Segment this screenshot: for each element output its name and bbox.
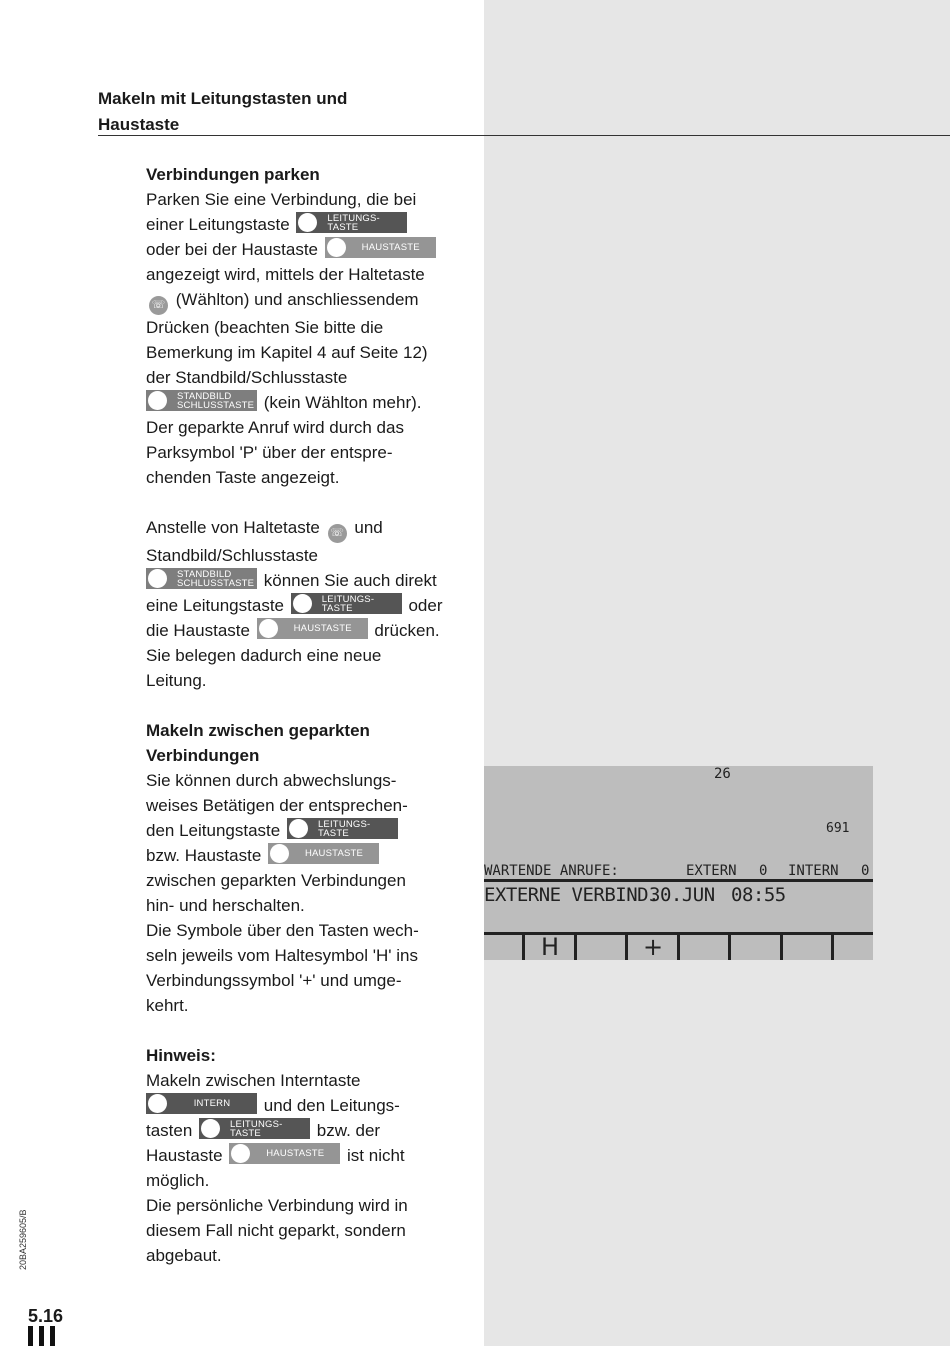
section-title: Makeln mit Leitungstasten und Haustaste xyxy=(98,89,348,134)
heading-verbindungen-parken: Verbindungen parken xyxy=(146,165,320,184)
haustaste-key: HAUSTASTE xyxy=(257,618,368,639)
display-separator xyxy=(484,879,873,882)
display-row-connection: EXTERNE VERBIND. 30.JUN 08:55 xyxy=(484,884,786,906)
display-slot-divider xyxy=(728,935,731,960)
display-number-top: 26 xyxy=(714,766,731,782)
display-slot-divider xyxy=(522,935,525,960)
haltetaste-icon: ☏ xyxy=(149,296,168,315)
leitungstaste-key: LEITUNGS- TASTE xyxy=(291,593,402,614)
phone-display xyxy=(484,766,873,960)
display-slot-divider xyxy=(831,935,834,960)
leitungstaste-key: LEITUNGS- TASTE xyxy=(199,1118,310,1139)
display-slot-divider xyxy=(780,935,783,960)
heading-makeln: Makeln zwischen geparkten xyxy=(146,721,370,740)
body-text: Verbindungen parken Parken Sie eine Verbindung, die bei einer Leitungstaste LEITUNGS- TASTE oder bei der Haustaste HAUSTASTE angezeigt wird, mittels der Haltetaste ☏ (Wählton) und anschliessendem Drücken (beachten Sie bitte die Bemerkung im Kapitel 4 auf Seite 12) der Standbild/Schlusstaste STANDBILD SCHLUSSTASTE (kein Wählton mehr). Der geparkte Anruf wird durch das Parksymbol 'P' über der entspre- chenden Taste angezeigt. Anstelle von Haltetaste ☏ und Standbild/Schlusstaste STANDBILD SCHLUSSTASTE können Sie auch direkt eine Leitungstaste LEITUNGS- TASTE oder die Haustaste HAUSTASTE drücken. Sie belegen dadurch eine neue Leitung. Makeln zwischen geparkten Verbindungen Sie können durch abwechslungs- weises Betätigen der entsprechen- den Leitungstaste LEITUNGS- TASTE bzw. Haustaste HAUSTASTE zwischen geparkten Verbindungen hin- und herschalten. Die Symbole über den Tasten wech- seln jeweils vom Haltesymbol 'H' ins Verbindungssymbol '+' und umge- kehrt. Hinweis: Makeln zwischen Interntaste INTERN und den Leitungs- tasten LEITUNGS- TASTE bzw. der Haustaste HAUSTASTE ist nicht möglich. Die persönliche Verbindung wird in diesem Fall nicht geparkt, sondern abgebaut. xyxy=(146,162,476,1268)
standbild-schlusstaste-key: STANDBILD SCHLUSSTASTE xyxy=(146,568,257,589)
display-connection-symbol: + xyxy=(642,933,664,961)
page-marker-bars xyxy=(28,1326,64,1346)
standbild-schlusstaste-key: STANDBILD SCHLUSSTASTE xyxy=(146,390,257,411)
grey-margin-panel xyxy=(484,0,950,1346)
haustaste-key: HAUSTASTE xyxy=(229,1143,340,1164)
title-rule xyxy=(98,135,950,136)
leitungstaste-key: LEITUNGS- TASTE xyxy=(296,212,407,233)
display-hold-symbol: H xyxy=(540,933,560,961)
heading-hinweis: Hinweis: xyxy=(146,1046,216,1065)
display-number-right: 691 xyxy=(826,821,850,836)
haltetaste-icon: ☏ xyxy=(328,524,347,543)
interntaste-key: INTERN xyxy=(146,1093,257,1114)
document-code: 20BA259605/B xyxy=(18,1209,28,1270)
haustaste-key: HAUSTASTE xyxy=(325,237,436,258)
leitungstaste-key: LEITUNGS- TASTE xyxy=(287,818,398,839)
page-number: 5.16 xyxy=(28,1306,64,1326)
display-slot-divider xyxy=(625,935,628,960)
display-slot-divider xyxy=(677,935,680,960)
display-slot-divider xyxy=(574,935,577,960)
display-row-waiting-calls: WARTENDE ANRUFE: EXTERN 0 INTERN 0 xyxy=(484,863,870,879)
haustaste-key: HAUSTASTE xyxy=(268,843,379,864)
